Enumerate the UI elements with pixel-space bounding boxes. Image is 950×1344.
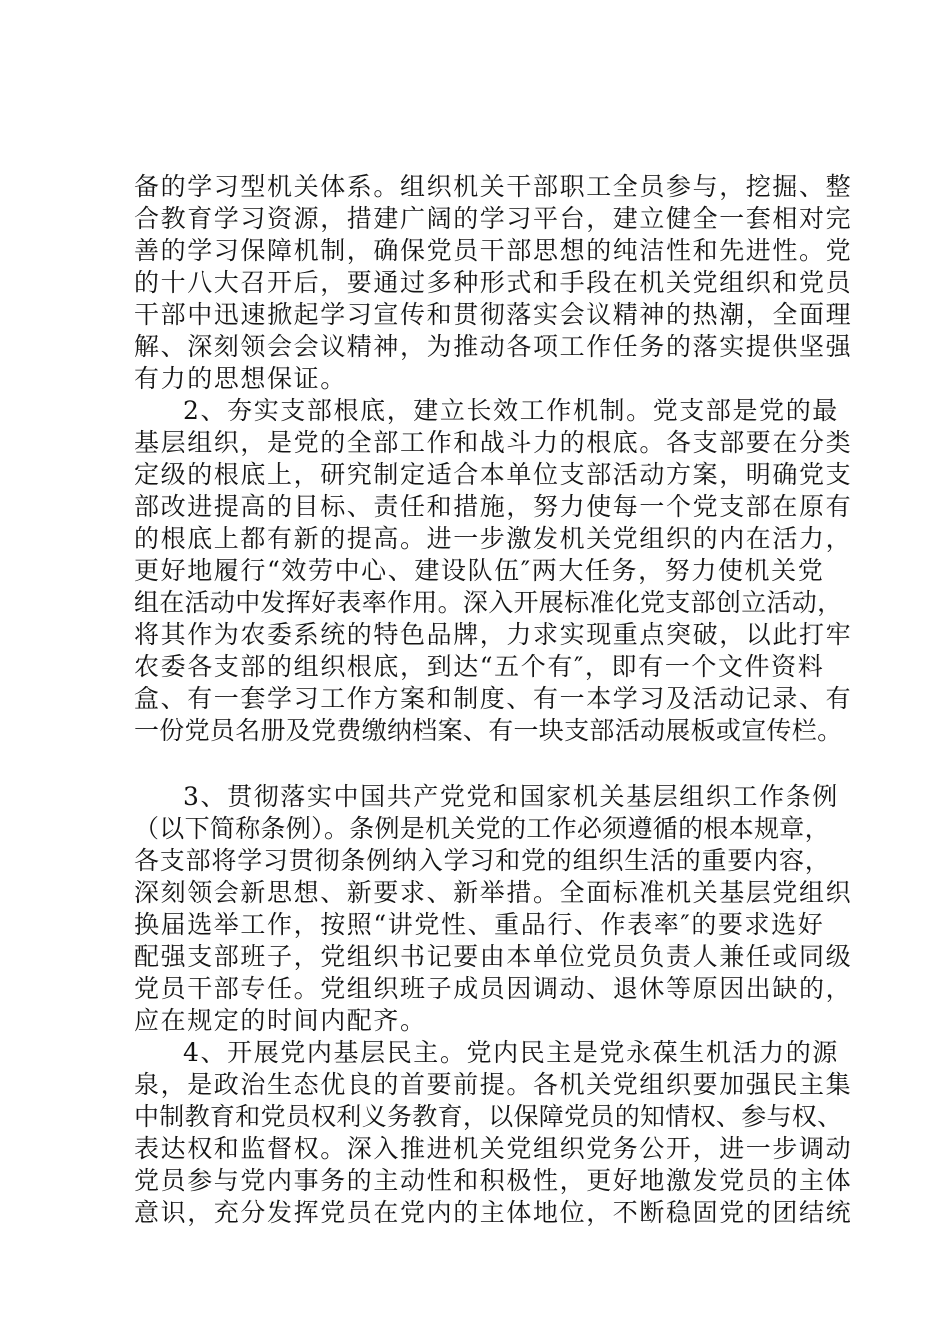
text-line: 意识，充分发挥党员在党内的主体地位，不断稳固党的团结统 bbox=[134, 1198, 853, 1227]
text-line: 合教育学习资源，措建广阔的学习平台，建立健全一套相对完 bbox=[134, 204, 853, 233]
text-line: 深刻领会新思想、新要求、新举措。全面标准机关基层党组织 bbox=[134, 878, 853, 907]
text-line: 更好地履行“效劳中心、建设队伍″两大任务，努力使机关党 bbox=[134, 556, 825, 585]
text-line: 换届选举工作，按照“讲党性、重品行、作表率″的要求选好 bbox=[134, 910, 825, 939]
text-line: 将其作为农委系统的特色品牌，力求实现重点突破，以此打牢 bbox=[134, 620, 853, 649]
text-line: 表达权和监督权。深入推进机关党组织党务公开，进一步调动 bbox=[134, 1134, 853, 1163]
text-line: 备的学习型机关体系。组织机关干部职工全员参与，挖掘、整 bbox=[134, 172, 853, 201]
text-line: 的根底上都有新的提高。进一步激发机关党组织的内在活力， bbox=[134, 524, 853, 553]
text-line: 盒、有一套学习工作方案和制度、有一本学习及活动记录、有 bbox=[134, 684, 853, 713]
text-line: 解、深刻领会会议精神，为推动各项工作任务的落实提供坚强 bbox=[134, 332, 853, 361]
text-line: 定级的根底上，研究制定适合本单位支部活动方案，明确党支 bbox=[134, 460, 853, 489]
text-line: 应在规定的时间内配齐。 bbox=[134, 1006, 427, 1035]
text-line: 基层组织，是党的全部工作和战斗力的根底。各支部要在分类 bbox=[134, 428, 853, 457]
text-line: 善的学习保障机制，确保党员干部思想的纯洁性和先进性。党 bbox=[134, 236, 853, 265]
text-line: 的十八大召开后，要通过多种形式和手段在机关党组织和党员 bbox=[134, 268, 853, 297]
text-line: 组在活动中发挥好表率作用。深入开展标准化党支部创立活动， bbox=[134, 588, 843, 617]
text-line: 干部中迅速掀起学习宣传和贯彻落实会议精神的热潮，全面理 bbox=[134, 300, 853, 329]
text-line: 2、夯实支部根底，建立长效工作机制。党支部是党的最 bbox=[183, 396, 839, 425]
text-line: 党员干部专任。党组织班子成员因调动、退休等原因出缺的， bbox=[134, 974, 853, 1003]
text-line: 部改进提高的目标、责任和措施，努力使每一个党支部在原有 bbox=[134, 492, 853, 521]
text-line: 3、贯彻落实中国共产党党和国家机关基层组织工作条例 bbox=[183, 782, 839, 811]
text-line: 4、开展党内基层民主。党内民主是党永葆生机活力的源 bbox=[183, 1038, 839, 1067]
text-line: 泉，是政治生态优良的首要前提。各机关党组织要加强民主集 bbox=[134, 1070, 853, 1099]
text-line: 党员参与党内事务的主动性和积极性，更好地激发党员的主体 bbox=[134, 1166, 853, 1195]
text-line: 中制教育和党员权利义务教育，以保障党员的知情权、参与权、 bbox=[134, 1102, 843, 1131]
text-line: 一份党员名册及党费缴纳档案、有一块支部活动展板或宣传栏。 bbox=[134, 716, 843, 745]
text-line: （以下简称条例）。条例是机关党的工作必须遵循的根本规章， bbox=[134, 814, 830, 843]
text-line: 有力的思想保证。 bbox=[134, 364, 347, 393]
text-line: 配强支部班子，党组织书记要由本单位党员负责人兼任或同级 bbox=[134, 942, 853, 971]
text-line: 各支部将学习贯彻条例纳入学习和党的组织生活的重要内容， bbox=[134, 846, 831, 875]
text-line: 农委各支部的组织根底，到达“五个有″，即有一个文件资料 bbox=[134, 652, 825, 681]
